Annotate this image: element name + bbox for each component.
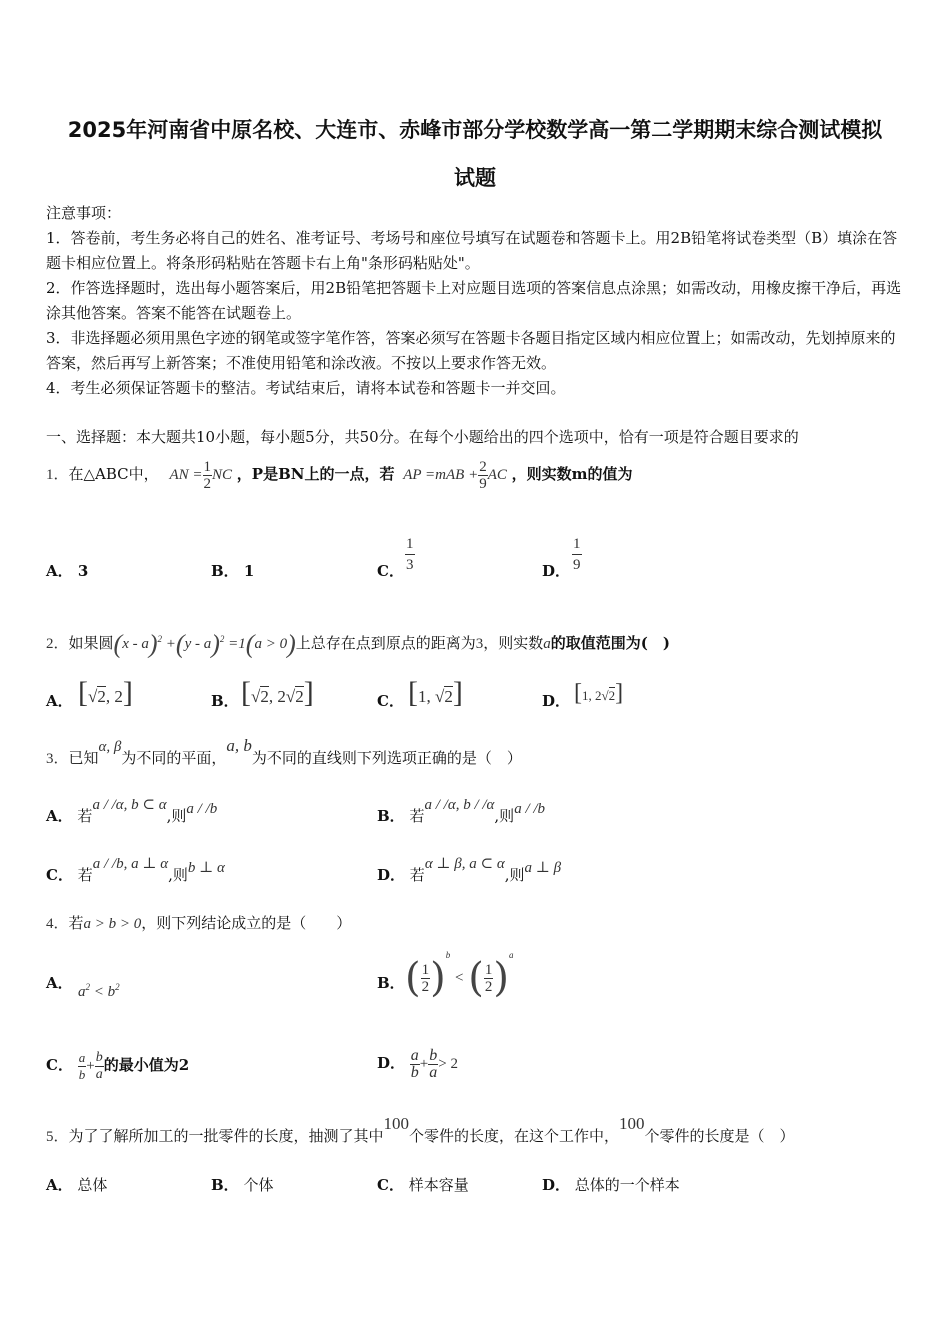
section-heading: 一、选择题：本大题共10小题，每小题5分，共50分。在每个小题给出的四个选项中，恰有一项是符合题目要求的 [46, 428, 799, 446]
question-number: 2． [46, 636, 69, 652]
q3-text: 为不同的直线则下列选项正确的是（ ） [251, 749, 522, 767]
notice-heading: 注意事项： [46, 204, 122, 222]
option-b[interactable]: B． 个体 [211, 1176, 274, 1194]
q1-text: ，P是BN上的一点，若 [236, 465, 395, 483]
math-half-powers: ( $\frac{1}{2}$ )$^b$ < ( $\frac{1}{2}$ )$^a$ [405, 950, 514, 1001]
option-a[interactable]: A． [46, 974, 73, 992]
option-a[interactable]: A． 若a / /α, b ⊂ α,则a / /b [46, 797, 218, 825]
q3-text: 已知 [68, 749, 99, 767]
math-a-b: a, b [226, 736, 252, 755]
math-AP: AP =mAB + [403, 467, 479, 483]
question-4 [46, 912, 351, 933]
math-circle-equation: (x - a)$^2$ +(y - a)$^2$ =1(a > 0) [113, 629, 296, 659]
q1-text: ，则实数m的值为 [511, 465, 633, 483]
notice-item: 2．作答选择题时，选出每小题答案后，用2B铅笔把答题卡上对应题目选项的答案信息点涂黑；如需改动，用橡皮擦干净后，再选涂其他答案。答案不能答在试题卷上。 [46, 279, 902, 322]
notice-item: 4．考生必须保证答题卡的整洁。考试结束后，请将本试卷和答题卡一并交回。 [46, 379, 566, 397]
math-alpha-beta: α, β [98, 739, 122, 755]
question-3 [46, 736, 522, 781]
question-1 [46, 452, 633, 496]
math-a2-lt-b2: $a^2 < b^2$ [78, 982, 120, 1000]
math-interval-d: [1, 2√2] [574, 680, 624, 706]
q2-text: 上总存在点到原点的距离为 [295, 634, 476, 652]
question-number: 3． [46, 751, 69, 767]
math-NC: NC [212, 467, 233, 483]
option-b[interactable]: B． 1 [211, 562, 255, 580]
q2-text: 的取值范围为( ) [550, 634, 670, 652]
option-b[interactable]: B． 若a / /α, b / /α,则a / /b [377, 797, 546, 825]
question-number: 1． [46, 467, 69, 483]
math-100: 100 [619, 1114, 645, 1133]
q1-text: 在△ABC中， [68, 465, 159, 483]
math-a-gt-b-gt-0: a > b > 0 [83, 916, 142, 932]
q2-text: 如果圆 [68, 634, 114, 652]
option-d[interactable]: D． 若α ⊥ β, a ⊂ α,则a ⊥ β [377, 856, 562, 884]
option-d[interactable]: D． 总体的一个样本 [542, 1176, 680, 1194]
option-c[interactable]: C． $\frac{a}{b}$ + $\frac{b}{a}$ 的最小值为2 [46, 1049, 190, 1082]
math-a: a [543, 636, 551, 652]
math-interval-c: [1, √2] [408, 676, 463, 709]
notice-item: 3．非选择题必须用黑色字迹的钢笔或签字笔作答，答案必须写在答题卡各题目指定区域内相应位置上；如需改动，先划掉原来的答案，然后再写上新答案；不准使用铅笔和涂改液。不按以上要求作答无效。 [46, 329, 896, 372]
notice-item: 1．答卷前，考生务必将自己的姓名、准考证号、考场号和座位号填写在试题卷和答题卡上。用2B铅笔将试卷类型（B）填涂在答题卡相应位置上。将条形码粘贴在答题卡右上角"条形码粘贴处"。 [46, 229, 898, 272]
question-2 [46, 622, 670, 662]
question-5 [46, 1114, 795, 1159]
option-a[interactable]: A． 3 [46, 562, 89, 580]
option-c[interactable]: C． 若a / /b, a ⊥ α,则b ⊥ α [46, 856, 225, 884]
math-interval-b: [√2, 2√2] [241, 676, 314, 709]
math-fraction-1-3: $\frac{1}{3}$ [406, 536, 414, 573]
math-interval-a: [√2, 2] [78, 676, 133, 709]
math-fraction-2-9: $\frac{2}{9}$ [479, 458, 487, 492]
q5-text: 为了了解所加工的一批零件的长度，抽测了其中 [68, 1127, 384, 1145]
q5-text: 个零件的长度是（ ） [644, 1127, 795, 1145]
option-d[interactable]: D． [542, 692, 571, 710]
option-a[interactable]: A． [46, 692, 73, 710]
q3-text: 为不同的平面， [121, 749, 227, 767]
q4-text: 若 [68, 914, 84, 932]
math-fraction-half: $\frac{1}{2}$ [203, 458, 211, 492]
question-number: 5． [46, 1129, 69, 1145]
question-number: 4． [46, 916, 69, 932]
page-title: 2025年河南省中原名校、大连市、赤峰市部分学校数学高一第二学期期末综合测试模拟 [67, 118, 883, 142]
q5-text: 个零件的长度，在这个工作中， [409, 1127, 620, 1145]
q2-text: ，则实数 [483, 634, 544, 652]
option-d[interactable]: D． $\frac{a}{b}$ + $\frac{b}{a}$ > 2 [377, 1046, 458, 1081]
option-c[interactable]: C． 样本容量 [377, 1176, 469, 1194]
math-100: 100 [383, 1114, 410, 1133]
page-title-cont: 试题 [454, 166, 496, 190]
math-fraction-1-9: $\frac{1}{9}$ [573, 536, 581, 573]
option-b[interactable]: B． [377, 974, 405, 992]
option-d[interactable]: D． [542, 562, 571, 580]
math-AC: AC [487, 467, 507, 483]
math-AN: AN = [169, 467, 203, 483]
option-a[interactable]: A． 总体 [46, 1176, 108, 1194]
math-three: 3 [475, 636, 484, 652]
option-c[interactable]: C． [377, 692, 404, 710]
option-c[interactable]: C． [377, 562, 404, 580]
option-b[interactable]: B． [211, 692, 239, 710]
q4-text: ，则下列结论成立的是（ ） [141, 914, 352, 932]
